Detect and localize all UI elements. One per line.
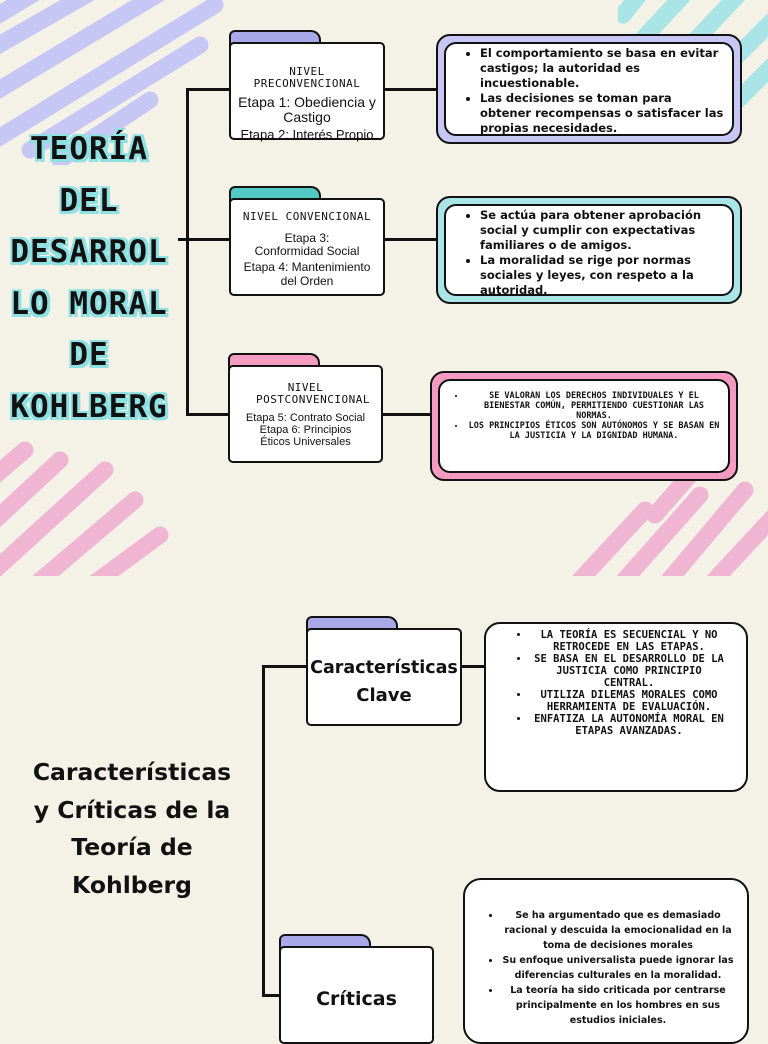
connector-desc-2	[384, 238, 438, 241]
level-name: NIVEL PRECONVENCIONAL	[253, 65, 361, 90]
criticism-item: • Se ha argumentado que es demasiado racional y descuida la emocionalidad en la toma de decisiones morales	[501, 908, 735, 953]
description-item: • Se actúa para obtener aprobación social y cumplir con expectativas familiares o de amigos.	[480, 208, 720, 253]
key-characteristic-item: • SE BASA EN EL DESARROLLO DE LA JUSTICIA COMO PRINCIPIO CENTRAL.	[530, 653, 728, 689]
stage-text: Etapa 1: Obediencia y Castigo	[238, 94, 376, 125]
key-characteristics-list-box	[484, 622, 748, 792]
title-word: DESARROL	[10, 234, 168, 270]
stage-text: Etapa 4: Mantenimiento del Orden	[243, 260, 371, 288]
main-title	[4, 124, 174, 433]
criticism-list-box	[463, 878, 749, 1044]
level-name: NIVEL CONVENCIONAL	[242, 210, 372, 223]
folder-body	[228, 365, 383, 463]
level-card-conventional	[229, 186, 385, 296]
stage-text: Etapa 6: Principios Éticos Universales	[259, 424, 352, 448]
scribble-pink-bottom-left	[0, 440, 180, 576]
title-word: KOHLBERG	[10, 388, 168, 425]
title-word: TEORÍA	[30, 131, 148, 167]
level-name: NIVEL POSTCONVENCIONAL	[256, 381, 370, 406]
description-box-preconventional	[436, 34, 742, 144]
description-box-conventional	[436, 196, 742, 304]
description-item: • Las decisiones se toman para obtener recompensas o satisfacer las propias necesidades.	[480, 91, 726, 136]
description-item: • LOS PRINCIPIOS ÉTICOS SON AUTÓNOMOS Y SE BASAN EN LA JUSTICIA Y LA DIGNIDAD HUMANA.	[466, 421, 722, 441]
stage-text: Etapa 5: Contrato Social	[245, 412, 366, 424]
title-line: Características	[32, 758, 232, 786]
description-item: • La moralidad se rige por normas sociales y leyes, con respeto a la autoridad.	[480, 253, 720, 298]
description-list	[446, 46, 732, 136]
page-gap	[0, 576, 768, 588]
criticism-card	[279, 934, 434, 1044]
card-label-line: Clave	[356, 685, 412, 706]
description-inner	[444, 204, 734, 296]
scribble-pink-bottom-right	[570, 470, 768, 576]
folder-body	[306, 628, 462, 726]
section-title	[22, 754, 242, 904]
title-word: DE	[69, 337, 109, 373]
description-box-postconventional	[430, 371, 738, 481]
title-word: DEL	[59, 182, 119, 219]
folder-body	[279, 946, 434, 1044]
connector-trunk	[186, 88, 189, 416]
criticism-item: • La teoría ha sido criticada por centrarse principalmente en los hombres en sus estudios iniciales.	[501, 983, 735, 1028]
title-line: y Críticas de la	[33, 795, 231, 824]
description-item: • El comportamiento se basa en evitar castigos; la autoridad es incuestionable.	[480, 46, 726, 91]
key-characteristic-item: • ENFATIZA LA AUTONOMÍA MORAL EN ETAPAS AVANZADAS.	[530, 713, 728, 737]
connector-trunk	[262, 665, 265, 997]
description-item: • SE VALORAN LOS DERECHOS INDIVIDUALES Y EL BIENESTAR COMÚN, PERMITIENDO CUESTIONAR LAS NORMAS.	[466, 391, 722, 421]
connector-branch-1	[186, 88, 230, 91]
connector-desc-3	[383, 413, 433, 416]
connector-branch-key	[262, 665, 308, 668]
level-card-postconventional	[228, 353, 383, 463]
title-word: LO MORAL	[10, 285, 168, 322]
key-characteristic-item: • UTILIZA DILEMAS MORALES COMO HERRAMIENTA DE EVALUACIÓN.	[530, 689, 728, 713]
description-inner	[438, 379, 730, 473]
title-line: Teoría de	[71, 833, 193, 861]
criticism-item: • Su enfoque universalista puede ignorar las diferencias culturales en la moralidad.	[501, 953, 735, 983]
connector-desc-1	[384, 88, 438, 91]
level-card-preconventional	[229, 30, 385, 140]
card-label: Críticas	[316, 988, 397, 1010]
description-list	[440, 391, 728, 441]
criticism-list	[465, 908, 747, 1028]
folder-body	[229, 198, 385, 296]
key-characteristics-list	[486, 629, 746, 737]
card-label-line: Características	[310, 658, 458, 678]
key-characteristic-item: • LA TEORÍA ES SECUENCIAL Y NO RETROCEDE EN LAS ETAPAS.	[530, 629, 728, 653]
folder-body	[229, 42, 385, 140]
description-inner	[444, 42, 734, 136]
title-line: Kohlberg	[72, 870, 192, 899]
stage-text: Etapa 2: Interés Propio	[240, 127, 374, 142]
key-characteristics-card	[306, 616, 462, 726]
connector-branch-3	[186, 413, 230, 416]
connector-branch-2	[186, 238, 230, 241]
description-list	[446, 208, 732, 298]
stage-text: Etapa 3: Conformidad Social	[254, 231, 360, 258]
